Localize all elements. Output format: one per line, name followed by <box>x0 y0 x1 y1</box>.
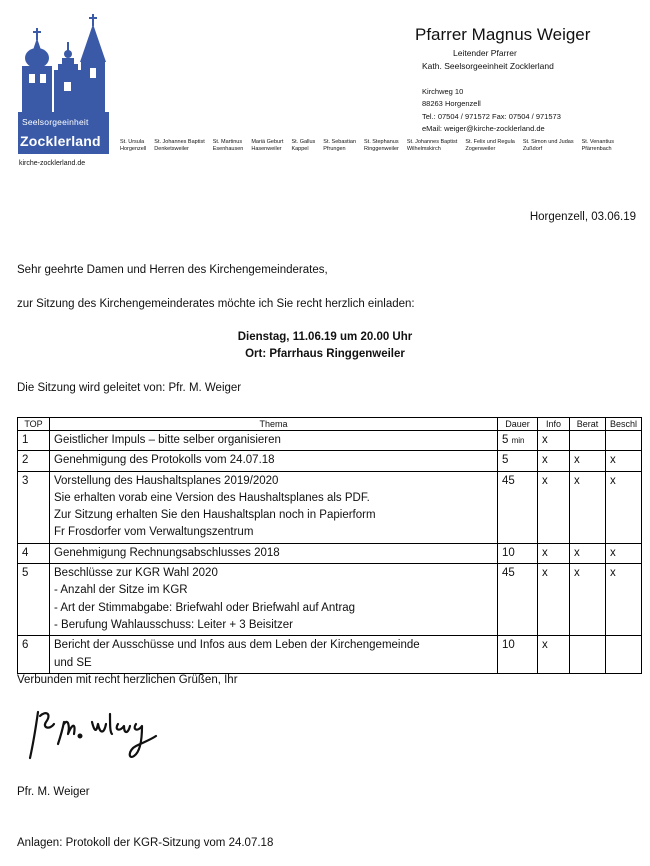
decide-cell: x <box>606 543 642 563</box>
address-street: Kirchweg 10 <box>422 87 464 96</box>
header-consult: Berat <box>570 418 606 431</box>
decide-cell <box>606 636 642 674</box>
consult-cell: x <box>570 471 606 543</box>
info-cell: x <box>538 451 570 471</box>
attachments-line: Anlagen: Protokoll der KGR-Sitzung vom 24.07.18 <box>17 837 274 849</box>
theme-cell: Bericht der Ausschüsse und Infos aus dem Leben der Kirchengemeinde und SE <box>50 636 498 674</box>
parish-item: St. Johannes Baptist Wilhelmskirch <box>406 139 458 152</box>
decide-cell: x <box>606 451 642 471</box>
duration-cell: 45 <box>498 564 538 636</box>
meeting-place: Ort: Pfarrhaus Ringgenweiler <box>245 348 405 360</box>
signature-icon <box>24 700 164 770</box>
parish-item: St. Martinus Esenhausen <box>212 139 244 152</box>
salutation: Sehr geehrte Damen und Herren des Kirchengemeinderates, <box>17 264 328 276</box>
closing-line: Verbunden mit recht herzlichen Grüßen, Ihr <box>17 674 238 686</box>
intro-text: zur Sitzung des Kirchengemeinderates möchte ich Sie recht herzlich einladen: <box>17 298 415 310</box>
sender-address <box>422 86 561 136</box>
parish-item: Mariä Geburt Hasenweiler <box>251 139 284 152</box>
logo-line1: Seelsorgeeinheit <box>22 117 89 127</box>
parish-item: St. Sebastian Pfrungen <box>323 139 357 152</box>
duration-cell: 5 <box>498 451 538 471</box>
theme-cell: Beschlüsse zur KGR Wahl 2020 - Anzahl der Sitze im KGR - Art der Stimmabgabe: Briefwahl oder Briefwahl auf Antrag - Berufung Wahlausschuss: Leiter + 3 Beisitzer <box>50 564 498 636</box>
consult-cell: x <box>570 543 606 563</box>
theme-cell: Genehmigung Rechnungsabschlusses 2018 <box>50 543 498 563</box>
header-duration: Dauer <box>498 418 538 431</box>
table-row <box>18 451 642 471</box>
parish-item: St. Gallus Kappel <box>291 139 316 152</box>
table-header-row <box>18 418 642 431</box>
top-number: 5 <box>18 564 50 636</box>
parish-item: St. Johannes Baptist Denketsweiler <box>154 139 205 152</box>
duration-cell: 5 min <box>498 431 538 451</box>
address-city: 88263 Horgenzell <box>422 99 481 109</box>
decide-cell <box>606 431 642 451</box>
consult-cell: x <box>570 451 606 471</box>
consult-cell <box>570 431 606 451</box>
sender-role: Leitender Pfarrer <box>453 48 517 58</box>
parish-item: St. Simon und Judas Zußdorf <box>522 139 574 152</box>
church-logo-icon <box>18 12 110 114</box>
parish-item: St. Felix und Regula Zogenweiler <box>465 139 515 152</box>
duration-cell: 45 <box>498 471 538 543</box>
table-row <box>18 543 642 563</box>
theme-cell: Geistlicher Impuls – bitte selber organisieren <box>50 431 498 451</box>
info-cell: x <box>538 636 570 674</box>
parish-item: St. Venantius Pfärrenbach <box>581 139 615 152</box>
agenda-table <box>17 417 642 674</box>
table-row <box>18 636 642 674</box>
header-decide: Beschl <box>606 418 642 431</box>
parish-item: St. Stephanus Ringgenweiler <box>364 139 399 152</box>
header-theme: Thema <box>50 418 498 431</box>
table-row <box>18 431 642 451</box>
sender-name: Pfarrer Magnus Weiger <box>415 25 591 44</box>
chair-line: Die Sitzung wird geleitet von: Pfr. M. Weiger <box>17 382 242 394</box>
top-number: 4 <box>18 543 50 563</box>
email-address[interactable]: eMail: weiger@kirche-zocklerland.de <box>422 124 545 134</box>
top-number: 3 <box>18 471 50 543</box>
top-number: 2 <box>18 451 50 471</box>
duration-cell: 10 <box>498 636 538 674</box>
info-cell: x <box>538 431 570 451</box>
consult-cell: x <box>570 564 606 636</box>
info-cell: x <box>538 564 570 636</box>
decide-cell: x <box>606 564 642 636</box>
place-date: Horgenzell, 03.06.19 <box>529 211 636 223</box>
consult-cell <box>570 636 606 674</box>
info-cell: x <box>538 471 570 543</box>
theme-cell: Genehmigung des Protokolls vom 24.07.18 <box>50 451 498 471</box>
table-row <box>18 471 642 543</box>
info-cell: x <box>538 543 570 563</box>
decide-cell: x <box>606 471 642 543</box>
parish-list <box>120 139 640 153</box>
sender-org: Kath. Seelsorgeeinheit Zocklerland <box>422 61 554 71</box>
header-top: TOP <box>18 418 50 431</box>
phone-fax: Tel.: 07504 / 971572 Fax: 07504 / 971573 <box>422 111 561 121</box>
top-number: 1 <box>18 431 50 451</box>
logo-line2: Zocklerland <box>20 133 101 149</box>
header-info: Info <box>538 418 570 431</box>
top-number: 6 <box>18 636 50 674</box>
parish-item: St. Ursula Horgenzell <box>120 139 147 152</box>
table-row <box>18 564 642 636</box>
website-link[interactable]: kirche-zocklerland.de <box>19 160 86 167</box>
duration-cell: 10 <box>498 543 538 563</box>
theme-cell: Vorstellung des Haushaltsplanes 2019/2020 Sie erhalten vorab eine Version des Haushaltsplanes als PDF. Zur Sitzung erhalten Sie den Haushaltsplan noch in Papierform Fr Frosdorfer vom Verwaltungszentrum <box>50 471 498 543</box>
signature-name: Pfr. M. Weiger <box>17 786 90 798</box>
meeting-date: Dienstag, 11.06.19 um 20.00 Uhr <box>237 331 413 343</box>
